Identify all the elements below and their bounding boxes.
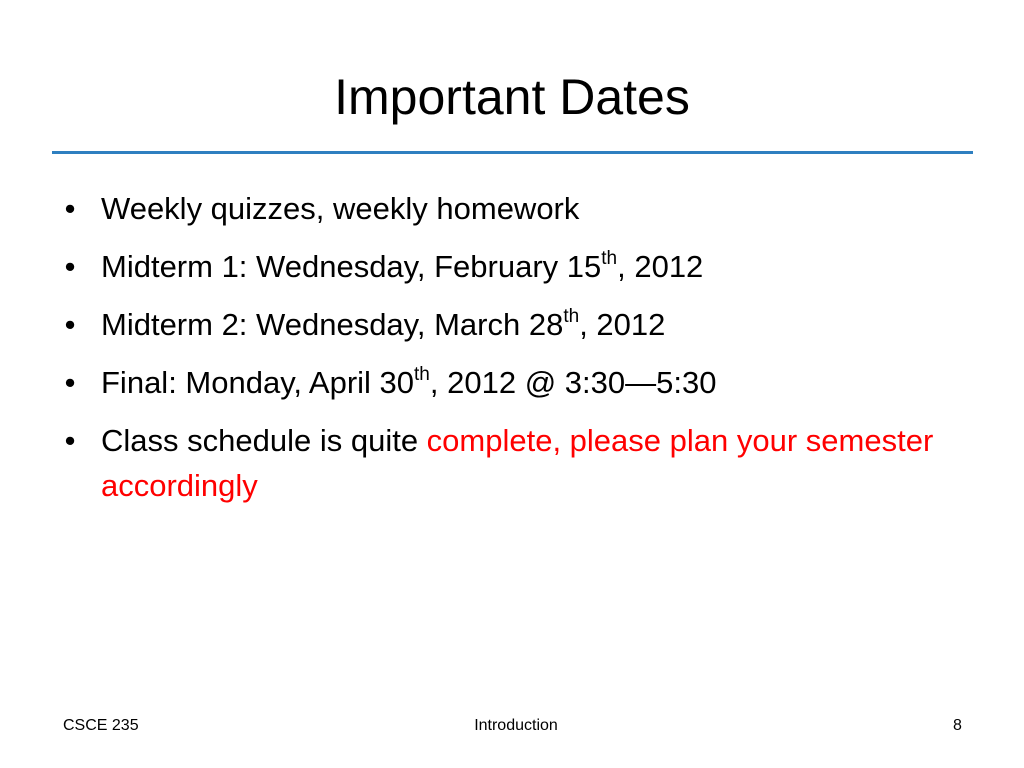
bullet-dot-icon: •: [64, 249, 76, 284]
bullet-dot-icon: •: [64, 191, 76, 226]
bullet-text-tail: , 2012 @ 3:30—5:30: [429, 365, 717, 400]
bullet-text: Class schedule is quite: [101, 423, 427, 458]
bullet-list: [60, 186, 940, 521]
bullet-item: [60, 418, 940, 508]
emphasized-text: complete, please plan your semester accordingly: [101, 423, 934, 503]
bullet-text: Final: Monday, April 30: [101, 365, 415, 400]
bullet-item: [60, 360, 940, 405]
ordinal-suffix: th: [601, 248, 618, 269]
footer-section: Introduction: [474, 717, 558, 734]
bullet-text-tail: , 2012: [617, 249, 704, 284]
bullet-text-tail: , 2012: [579, 307, 666, 342]
title-underline: [52, 151, 973, 154]
bullet-item: [60, 244, 940, 289]
ordinal-suffix: th: [414, 364, 430, 385]
bullet-text: Midterm 1: Wednesday, February 15: [101, 249, 602, 284]
bullet-dot-icon: •: [64, 307, 76, 342]
page-number: 8: [953, 717, 962, 734]
bullet-dot-icon: •: [64, 365, 76, 400]
bullet-item: [60, 302, 940, 347]
slide-title: Important Dates: [334, 69, 690, 125]
bullet-text: Weekly quizzes, weekly homework: [101, 191, 580, 226]
ordinal-suffix: th: [563, 306, 580, 327]
bullet-text: Midterm 2: Wednesday, March 28: [101, 307, 564, 342]
bullet-item: [60, 186, 940, 231]
bullet-dot-icon: •: [64, 423, 76, 458]
footer-course: CSCE 235: [63, 717, 139, 734]
